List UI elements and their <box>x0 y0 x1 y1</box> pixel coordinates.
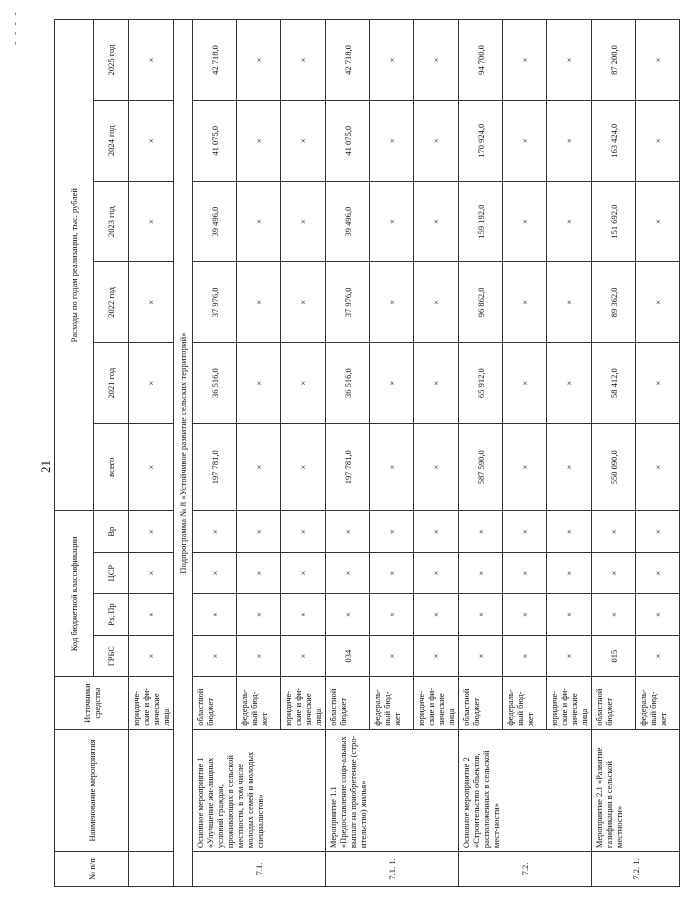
y2022-cell: × <box>636 262 680 343</box>
y2023-cell: × <box>547 181 592 262</box>
name-cell: Основное мероприятие 1 «Улучшение жи-лищных условий граждан, проживающих в сельской местности, в том числе молодых семей и молодых специалистов» <box>193 729 326 851</box>
y2021-cell: × <box>237 343 281 424</box>
y2025-cell: × <box>129 20 174 101</box>
y2021-cell: 36 516,0 <box>326 343 370 424</box>
rzpr-cell: × <box>129 594 174 635</box>
y2024-cell: 41 075,0 <box>326 100 370 181</box>
rzpr-cell: × <box>547 594 592 635</box>
source-cell: федераль-ный бюд-жет <box>370 677 414 729</box>
y2023-cell: 159 192,0 <box>459 181 503 262</box>
total-cell: × <box>237 424 281 511</box>
rzpr-cell: × <box>414 594 459 635</box>
y2024-cell: × <box>414 100 459 181</box>
source-cell: юридиче-ские и фи-зические лица <box>129 677 174 729</box>
header-total: всего <box>94 424 129 511</box>
table-row <box>129 20 174 887</box>
y2023-cell: 39 496,0 <box>326 181 370 262</box>
y2023-cell: × <box>237 181 281 262</box>
rzpr-cell: × <box>459 594 503 635</box>
total-cell: × <box>370 424 414 511</box>
y2024-cell: × <box>503 100 547 181</box>
y2022-cell: 37 976,0 <box>326 262 370 343</box>
num-cell: 7.2. 1. <box>592 852 680 887</box>
y2022-cell: × <box>370 262 414 343</box>
vr-cell: × <box>459 511 503 553</box>
csr-cell: × <box>237 552 281 593</box>
num-cell: 7.2. <box>459 852 592 887</box>
name-cell <box>129 729 174 851</box>
y2022-cell: 37 976,0 <box>193 262 237 343</box>
y2022-cell: 96 862,0 <box>459 262 503 343</box>
y2023-cell: × <box>636 181 680 262</box>
y2024-cell: 41 075,0 <box>193 100 237 181</box>
y2021-cell: 36 516,0 <box>193 343 237 424</box>
grbs-cell: × <box>414 635 459 676</box>
vr-cell: × <box>547 511 592 553</box>
num-cell: 7.1. 1. <box>326 852 459 887</box>
y2023-cell: × <box>370 181 414 262</box>
table-body <box>129 20 680 887</box>
y2023-cell: 39 496,0 <box>193 181 237 262</box>
rzpr-cell: × <box>281 594 326 635</box>
y2025-cell: × <box>281 20 326 101</box>
y2021-cell: × <box>370 343 414 424</box>
y2021-cell: × <box>281 343 326 424</box>
y2021-cell: 58 412,0 <box>592 343 636 424</box>
y2023-cell: × <box>414 181 459 262</box>
header-source: Источники средства <box>55 677 129 729</box>
grbs-cell: × <box>237 635 281 676</box>
header-grbs: ГРБС <box>94 635 129 676</box>
table-row <box>326 20 370 887</box>
rzpr-cell: × <box>326 594 370 635</box>
source-cell: юридиче-ские и фи-зические лица <box>414 677 459 729</box>
header-code: Код бюджетной классификации <box>55 511 94 677</box>
y2021-cell: × <box>547 343 592 424</box>
rzpr-cell: × <box>237 594 281 635</box>
csr-cell: × <box>547 552 592 593</box>
header-name: Наименование мероприятия <box>55 729 129 851</box>
y2024-cell: × <box>636 100 680 181</box>
y2023-cell: × <box>129 181 174 262</box>
name-cell: Мероприятие 2.1 «Развитие газификации в сельской местности» <box>592 729 680 851</box>
csr-cell: × <box>281 552 326 593</box>
source-cell: областной бюджет <box>326 677 370 729</box>
y2022-cell: × <box>237 262 281 343</box>
csr-cell: × <box>370 552 414 593</box>
num-cell <box>129 852 174 887</box>
y2024-cell: 163 424,0 <box>592 100 636 181</box>
total-cell: 550 090,0 <box>592 424 636 511</box>
grbs-cell: × <box>547 635 592 676</box>
y2022-cell: × <box>414 262 459 343</box>
source-cell: федераль-ный бюд-жет <box>503 677 547 729</box>
rzpr-cell: × <box>193 594 237 635</box>
vr-cell: × <box>503 511 547 553</box>
csr-cell: × <box>592 552 636 593</box>
rzpr-cell: × <box>592 594 636 635</box>
y2022-cell: × <box>547 262 592 343</box>
name-cell: Мероприятие 1.1 «Предоставление соци-альных выплат на приобретение (стро-ительство) жилья» <box>326 729 459 851</box>
total-cell: 197 781,0 <box>326 424 370 511</box>
y2024-cell: 170 924,0 <box>459 100 503 181</box>
y2022-cell: × <box>281 262 326 343</box>
vr-cell: × <box>370 511 414 553</box>
y2022-cell: × <box>503 262 547 343</box>
rzpr-cell: × <box>636 594 680 635</box>
y2024-cell: × <box>281 100 326 181</box>
header-csr: ЦСР <box>94 552 129 593</box>
csr-cell: × <box>129 552 174 593</box>
grbs-cell: × <box>459 635 503 676</box>
header-2021: 2021 год <box>94 343 129 424</box>
table-row <box>193 20 237 887</box>
y2021-cell: 65 912,0 <box>459 343 503 424</box>
header-2024: 2024 год <box>94 100 129 181</box>
header-costs: Расходы по годам реализации, тыс. рублей <box>55 20 94 511</box>
total-cell: × <box>636 424 680 511</box>
csr-cell: × <box>193 552 237 593</box>
grbs-cell: × <box>129 635 174 676</box>
header-rzpr: Рз, Пр <box>94 594 129 635</box>
y2021-cell: × <box>129 343 174 424</box>
y2021-cell: × <box>636 343 680 424</box>
vr-cell: × <box>326 511 370 553</box>
table-row <box>459 20 503 887</box>
y2021-cell: × <box>503 343 547 424</box>
grbs-cell: 015 <box>592 635 636 676</box>
y2025-cell: × <box>370 20 414 101</box>
y2025-cell: × <box>636 20 680 101</box>
grbs-cell: × <box>193 635 237 676</box>
total-cell: 197 781,0 <box>193 424 237 511</box>
source-cell: юридиче-ские и фи-зические лица <box>547 677 592 729</box>
y2023-cell: × <box>281 181 326 262</box>
source-cell: областной бюджет <box>459 677 503 729</box>
y2025-cell: × <box>547 20 592 101</box>
source-cell: областной бюджет <box>592 677 636 729</box>
total-cell: × <box>129 424 174 511</box>
y2023-cell: 151 692,0 <box>592 181 636 262</box>
csr-cell: × <box>459 552 503 593</box>
y2025-cell: 42 718,0 <box>193 20 237 101</box>
y2025-cell: 42 718,0 <box>326 20 370 101</box>
page-number: 21 <box>38 460 53 473</box>
header-vr: Вр <box>94 511 129 553</box>
name-cell: Основное мероприятие 2 «Строительство объектов, расположенных в сельской мест-ности» <box>459 729 592 851</box>
source-cell: федераль-ный бюд-жет <box>237 677 281 729</box>
total-cell: × <box>503 424 547 511</box>
csr-cell: × <box>636 552 680 593</box>
vr-cell: × <box>592 511 636 553</box>
subprogram-row <box>174 20 193 887</box>
header-2025: 2025 год <box>94 20 129 101</box>
source-cell: федераль-ный бюд-жет <box>636 677 680 729</box>
header-num: № п/п <box>55 852 129 887</box>
y2022-cell: 89 362,0 <box>592 262 636 343</box>
y2025-cell: 94 700,0 <box>459 20 503 101</box>
vr-cell: × <box>636 511 680 553</box>
rzpr-cell: × <box>503 594 547 635</box>
grbs-cell: × <box>636 635 680 676</box>
subprogram-title: Подпрограмма № 8 «Устойчивое развитие сельских территорий» <box>174 20 193 887</box>
vr-cell: × <box>129 511 174 553</box>
total-cell: × <box>547 424 592 511</box>
rzpr-cell: × <box>370 594 414 635</box>
budget-table <box>54 19 680 887</box>
corner-mark: - - - - <box>10 10 21 45</box>
y2024-cell: × <box>370 100 414 181</box>
header-2023: 2023 год <box>94 181 129 262</box>
y2024-cell: × <box>237 100 281 181</box>
num-cell: 7.1. <box>193 852 326 887</box>
grbs-cell: × <box>281 635 326 676</box>
y2025-cell: × <box>414 20 459 101</box>
csr-cell: × <box>414 552 459 593</box>
vr-cell: × <box>414 511 459 553</box>
y2024-cell: × <box>547 100 592 181</box>
grbs-cell: × <box>370 635 414 676</box>
grbs-cell: 034 <box>326 635 370 676</box>
table-row <box>592 20 636 887</box>
y2025-cell: × <box>237 20 281 101</box>
total-cell: × <box>281 424 326 511</box>
source-cell: областной бюджет <box>193 677 237 729</box>
y2025-cell: 87 200,0 <box>592 20 636 101</box>
y2021-cell: × <box>414 343 459 424</box>
source-cell: юридиче-ские и фи-зические лица <box>281 677 326 729</box>
y2024-cell: × <box>129 100 174 181</box>
grbs-cell: × <box>503 635 547 676</box>
total-cell: 587 590,0 <box>459 424 503 511</box>
header-row <box>55 20 94 887</box>
csr-cell: × <box>503 552 547 593</box>
y2025-cell: × <box>503 20 547 101</box>
total-cell: × <box>414 424 459 511</box>
vr-cell: × <box>281 511 326 553</box>
header-2022: 2022 год <box>94 262 129 343</box>
vr-cell: × <box>193 511 237 553</box>
csr-cell: × <box>326 552 370 593</box>
y2023-cell: × <box>503 181 547 262</box>
y2022-cell: × <box>129 262 174 343</box>
vr-cell: × <box>237 511 281 553</box>
